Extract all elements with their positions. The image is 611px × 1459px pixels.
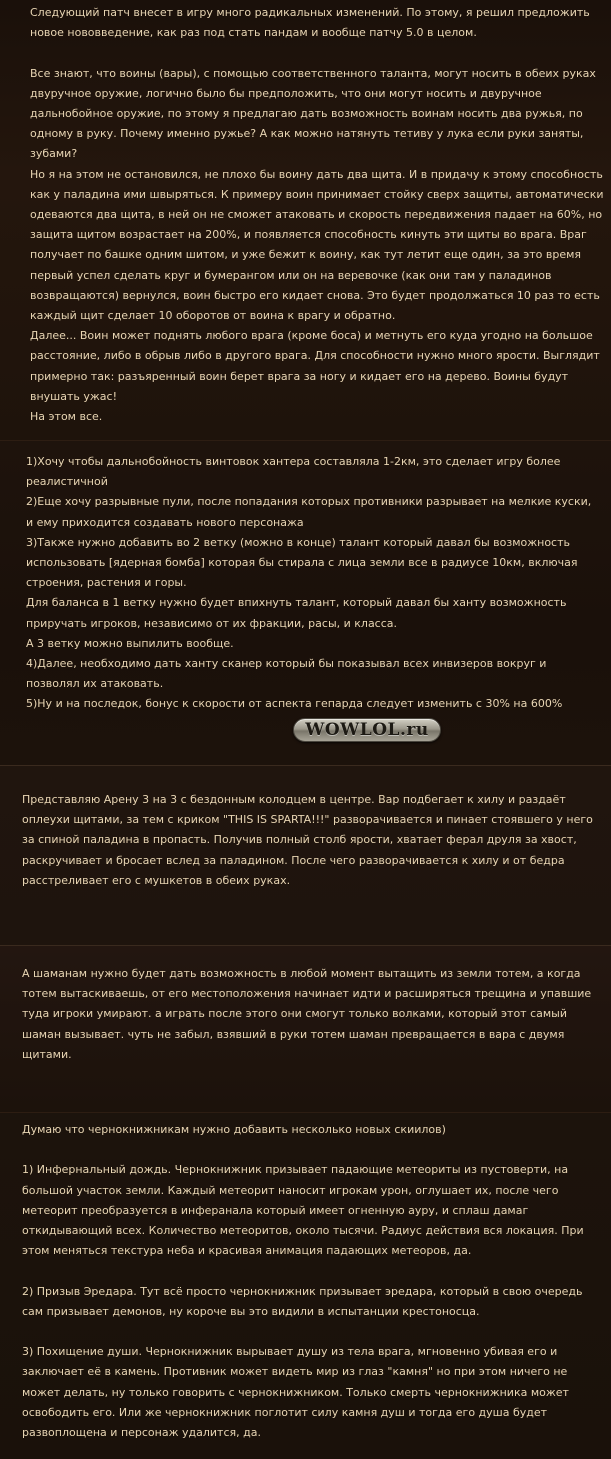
text-line: защита щитом возрастает на 200%, и появляется способность кинуть эти щиты во врага. Враг <box>30 228 587 242</box>
text-line: развоплощена и персонаж удалится, да. <box>22 1426 261 1440</box>
text-line: и ему приходится создавать нового персонажа <box>26 515 304 529</box>
text-line: 3) Похищение души. Чернокнижник вырывает душу из тела врага, мгновенно убивая его и <box>22 1345 558 1359</box>
text-line: получает по башке одним шитом, и уже бежит к воину, как тут летит еще один, за это время <box>30 248 582 262</box>
text-line: первый успел сделать круг и бумерангом или он на веревочке (как они там у паладинов <box>30 268 552 282</box>
text-line: Думаю что чернокнижникам нужно добавить несколько новых скиилов) <box>22 1123 446 1136</box>
text-line: каждый щит сделает 10 оборотов от воина к врагу и обратно. <box>30 309 396 323</box>
text-line: щитами. <box>22 1047 72 1061</box>
text-line: возвращаются) вернулся, воин быстро его кидает снова. Это будет продолжаться 10 раз то есть <box>30 288 600 302</box>
post-warlock <box>0 1112 611 1459</box>
text-line: сам призывает демонов, ну короче вы это видили в испытанции крестоносца. <box>22 1304 480 1318</box>
text-line <box>22 1140 584 1160</box>
text-line: двуручное оружие, логично было бы предположить, что они могут носить и двуручное <box>30 86 542 100</box>
text-line: Все знают, что воины (вары), с помощью соответственного таланта, могут носить в обеих руках <box>30 66 596 80</box>
text-line: метеорит преобразуется в инферанала который имеет огненную ауру, и сплаш дамаг <box>22 1203 529 1217</box>
text-line: Представляю Арену 3 на 3 с бездонным колодцем в центре. Вар подбегает к хилу и раздаёт <box>22 793 566 806</box>
text-line: может делать, ну только говорить с чернокнижником. Только смерть чернокнижника может <box>22 1385 569 1399</box>
text-line: 2)Еще хочу разрывные пули, после попадания которых противники разрывает на мелкие куски, <box>26 495 592 509</box>
post-hunter <box>0 440 611 765</box>
text-line: 4)Далее, необходимо дать ханту сканер который бы показывал всех инвизеров вокруг и <box>26 657 547 671</box>
post-arena-text <box>22 790 593 891</box>
text-line: На этом все. <box>30 410 103 424</box>
text-line: как у паладина ими швыряться. К примеру воин принимает стойку сверх защиты, автоматически <box>30 187 604 201</box>
text-line: раскручивает и бросает вслед за паладином. После чего разворачивается к хилу и от бедра <box>22 853 565 867</box>
text-line: оплеухи щитами, за тем с криком "THIS IS SPARTA!!!" разворачивается и пинает стоявшего у него <box>22 813 593 827</box>
post-shaman <box>0 945 611 1112</box>
text-line: Далее... Воин может поднять любого врага (кроме боса) и метнуть его куда угодно на большое <box>30 329 593 343</box>
text-line: строения, растения и горы. <box>26 576 187 590</box>
text-line: одеваются два щита, в ней он не сможет атаковать и скорость передвижения падает на 60%, но <box>30 208 603 222</box>
text-line: использовать [ядерная бомба] которая бы стирала с лица земли все в радиусе 10км, включая <box>26 556 578 570</box>
text-line: Следующий патч внесет в игру много радикальных изменений. По этому, я решил предложить <box>30 6 590 19</box>
text-line: А шаманам нужно будет дать возможность в любой момент вытащить из земли тотем, а когда <box>22 967 581 980</box>
text-line: примерно так: разъяренный воин берет врага за ногу и кидает его на дерево. Воины будут <box>30 369 569 383</box>
text-line: расстреливает его с мушкетов в обеих руках. <box>22 873 291 887</box>
text-line: откидывающий всех. Количество метеоритов, около тысячи. Радиус действия вся локация. При <box>22 1224 584 1238</box>
text-line: приручать игроков, независимо от их фракции, расы, и класса. <box>26 616 398 630</box>
text-line: 2) Призыв Эредара. Тут всё просто чернокнижник призывает эредара, который в свою очередь <box>22 1284 583 1298</box>
text-line: позволял их атаковать. <box>26 677 164 691</box>
text-line: заключает её в камень. Противник может видеть мир из глаз "камня" но при этом ничего не <box>22 1365 568 1379</box>
post-arena <box>0 765 611 945</box>
post-warrior-text <box>30 3 604 427</box>
text-line: новое нововведение, как раз под стать пандам и вообще патчу 5.0 в целом. <box>30 26 477 40</box>
post-warlock-text <box>22 1120 584 1443</box>
post-hunter-text <box>26 452 591 715</box>
text-line: А 3 ветку можно выпилить вообще. <box>26 636 234 650</box>
text-line: Для баланса в 1 ветку нужно будет впихнуть талант, который давал бы ханту возможность <box>26 596 567 610</box>
text-line: расстояние, либо в обрыв либо в другого врага. Для способности нужно много ярости. Выглядит <box>30 349 600 363</box>
text-line: Но я на этом не остановился, не плохо бы воину дать два щита. И в придачу к этому способность <box>30 167 603 181</box>
text-line: 1)Хочу чтобы дальнобойность винтовок хантера составляла 1-2км, это сделает игру более <box>26 455 561 468</box>
text-line: внушать ужас! <box>30 389 117 403</box>
text-line: одному в руку. Почему именно ружье? А как можно натянуть тетиву у лука если руки заняты, <box>30 127 584 141</box>
text-line: 3)Также нужно добавить во 2 ветку (можно в конце) талант который давал бы возможность <box>26 535 570 549</box>
post-shaman-text <box>22 964 591 1065</box>
text-line: освободить его. Или же чернокнижник поглотит силу камня душ и тогда его душа будет <box>22 1405 548 1419</box>
text-line: шаман вызывает. чуть не забыл, взявший в руки тотем шаман превращается в вара с двумя <box>22 1027 565 1041</box>
text-line: реалистичной <box>26 475 108 489</box>
text-line: зубами? <box>30 147 78 161</box>
text-line: туда игроки умирают. а играть после этого они смогут только волками, который этот самый <box>22 1007 568 1021</box>
text-line: 1) Инфернальный дождь. Чернокнижник призывает падающие метеориты из пустоверти, на <box>22 1163 569 1177</box>
text-line <box>22 1261 584 1281</box>
text-line: дальнобойное оружие, по этому я предлагаю дать возможность воинам носить два ружья, по <box>30 107 583 121</box>
wowlol-logo: WOWLOL.ru <box>293 718 441 742</box>
text-line: тотем вытаскиваешь, от его местоположения начинает идти и расширяться трещина и упавшие <box>22 987 592 1001</box>
text-line <box>22 1322 584 1342</box>
text-line: за спиной паладина в пропасть. Получив полный столб ярости, хватает ферал друля за хвост, <box>22 833 577 847</box>
text-line: большой участок земли. Каждый метеорит наносит игрокам урон, оглушает их, после чего <box>22 1183 559 1197</box>
wowlol-logo-link[interactable] <box>293 718 441 742</box>
text-line: 5)Ну и на последок, бонус к скорости от аспекта гепарда следует изменить с 30% на 600% <box>26 697 563 711</box>
text-line: этом меняться текстура неба и красивая анимация падающих метеоров, да. <box>22 1244 472 1258</box>
post-warrior <box>0 0 611 440</box>
text-line <box>30 43 604 63</box>
